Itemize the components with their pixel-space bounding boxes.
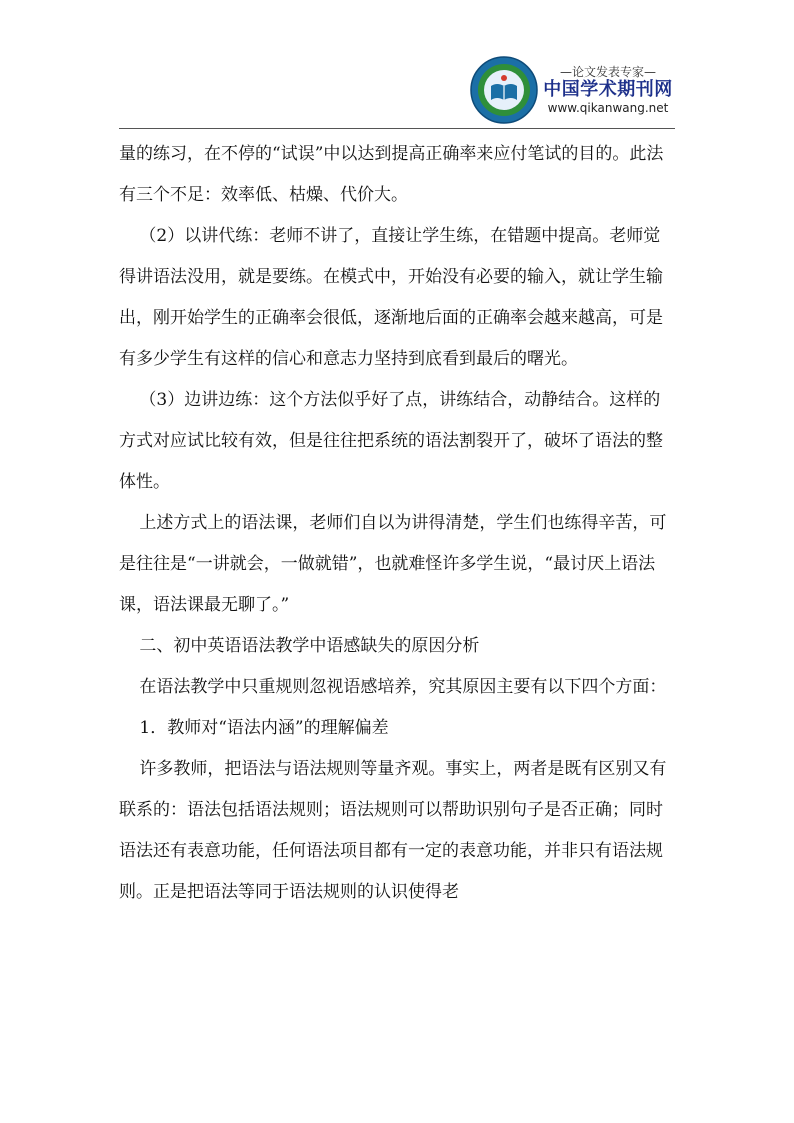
header-brand: 中国学术期刊网 — [543, 79, 673, 100]
subsection-heading: 1．教师对“语法内涵”的理解偏差 — [139, 718, 389, 738]
document-body — [119, 134, 675, 913]
paragraph-intro: 在语法教学中只重规则忽视语感培养，究其原因主要有以下四个方面： — [139, 677, 667, 697]
section-heading: 二、初中英语语法教学中语感缺失的原因分析 — [139, 636, 480, 656]
header-logo — [470, 52, 675, 128]
seal-logo-icon — [470, 56, 538, 124]
header-divider — [119, 128, 675, 129]
paragraph-method-2: （2）以讲代练：老师不讲了，直接让学生练，在错题中提高。老师觉得讲语法没用，就是要练。在模式中，开始没有必要的输入，就让学生输出，刚开始学生的正确率会很低，逐渐地后面的正确率会越来越高，可是有多少学生有这样的信心和意志力坚持到底看到最后的曙光。 — [119, 226, 663, 369]
paragraph-teachers: 许多教师，把语法与语法规则等量齐观。事实上，两者是既有区别又有联系的：语法包括语法规则；语法规则可以帮助识别句子是否正确；同时语法还有表意功能，任何语法项目都有一定的表意功能，并非只有语法规则。正是把语法等同于语法规则的认识使得老 — [119, 759, 667, 902]
header-tagline: —论文发表专家— — [559, 65, 656, 79]
header-url: www.qikanwang.net — [547, 101, 669, 115]
paragraph-summary: 上述方式上的语法课，老师们自以为讲得清楚，学生们也练得辛苦，可是往往是“一讲就会，一做就错”，也就难怪许多学生说，“最讨厌上语法课，语法课最无聊了。” — [119, 513, 667, 615]
paragraph-method-3: （3）边讲边练：这个方法似乎好了点，讲练结合，动静结合。这样的方式对应试比较有效，但是往往把系统的语法割裂开了，破坏了语法的整体性。 — [119, 390, 663, 492]
paragraph-continuation: 量的练习，在不停的“试误”中以达到提高正确率来应付笔试的目的。此法有三个不足：效率低、枯燥、代价大。 — [119, 144, 664, 205]
